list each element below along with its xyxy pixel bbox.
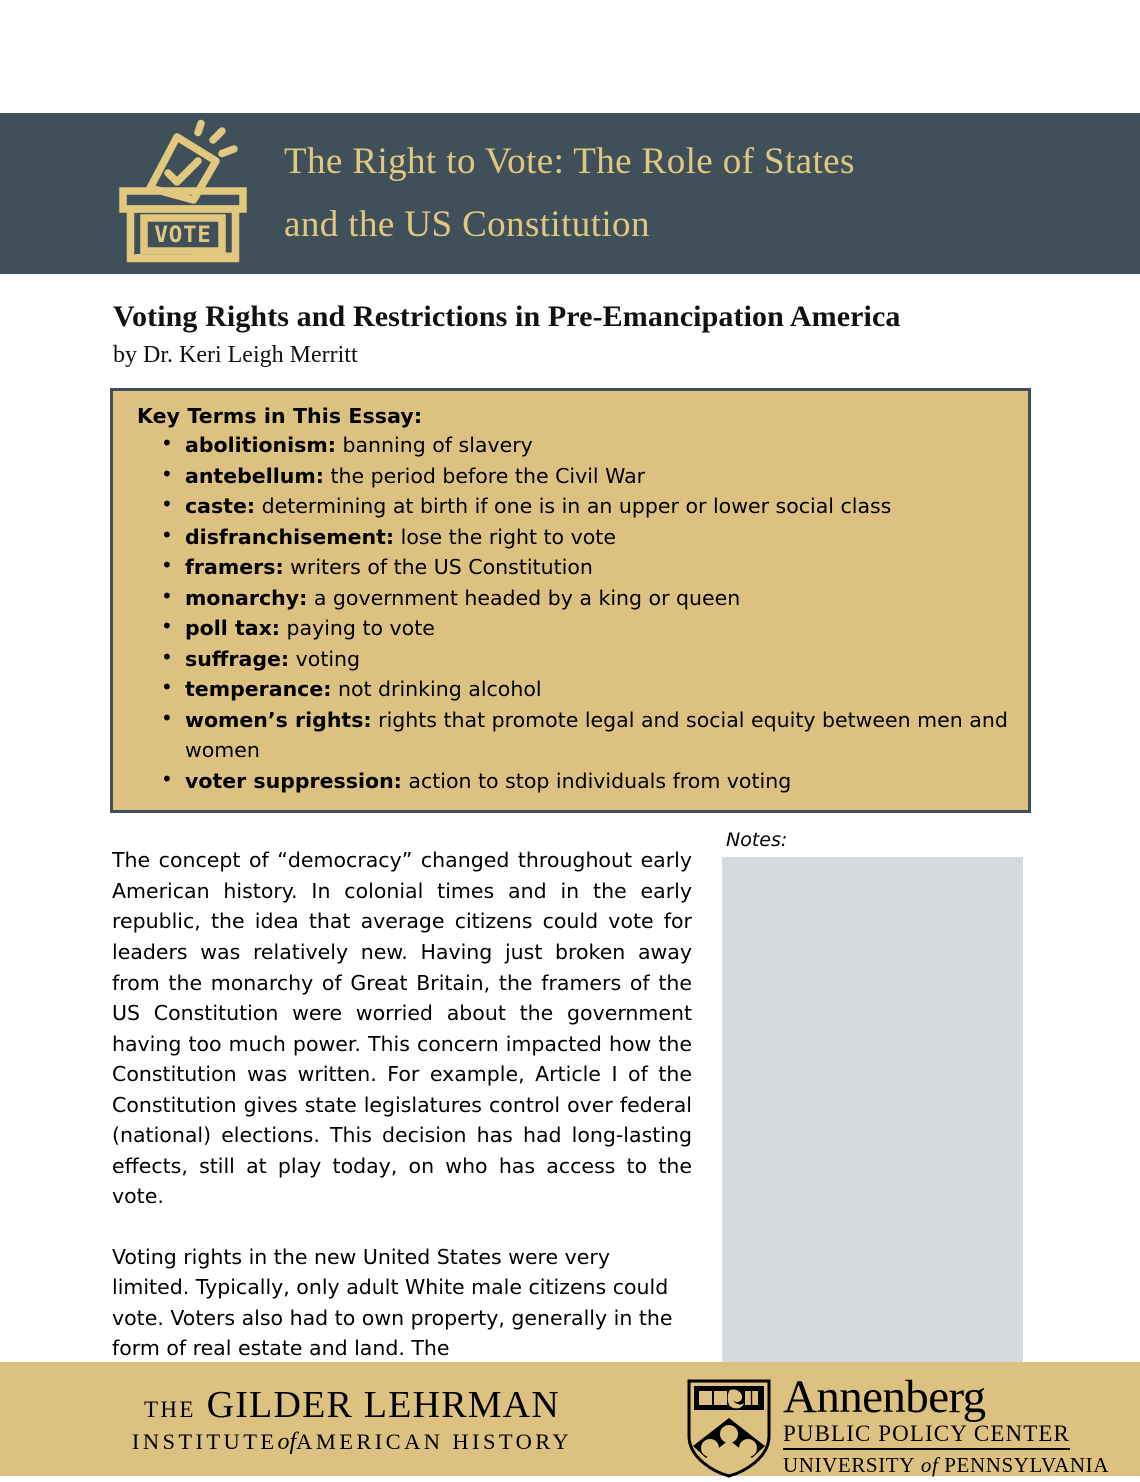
gilder-lehrman-logo — [122, 1384, 582, 1458]
key-terms-heading: Key Terms in This Essay: — [137, 404, 423, 428]
gilder-name: GILDER LEHRMAN — [206, 1384, 561, 1426]
key-term-definition: the period before the Civil War — [323, 463, 646, 488]
key-term-definition: voting — [289, 646, 361, 671]
ballot-box-vote-icon — [108, 116, 258, 271]
gilder-institute-word: INSTITUTE — [131, 1428, 278, 1454]
key-term-word: poll tax: — [185, 616, 281, 641]
key-term-word: framers: — [185, 555, 284, 580]
key-term-definition: action to stop individuals from voting — [401, 768, 792, 793]
key-term-word: temperance: — [185, 677, 332, 702]
annenberg-subtitle: PUBLIC POLICY CENTER — [783, 1421, 1070, 1450]
key-term-item — [127, 491, 1014, 522]
key-term-definition: rights that promote legal and social equity between men and women — [185, 707, 1008, 763]
annenberg-university-line — [783, 1453, 1109, 1478]
key-term-word: abolitionism: — [185, 433, 336, 457]
svg-text:VOTE: VOTE — [154, 221, 212, 248]
notes-column — [722, 829, 1023, 1365]
key-term-word: monarchy: — [185, 585, 308, 610]
key-term-word: caste: — [185, 494, 256, 519]
essay-byline: by Dr. Keri Leigh Merritt — [113, 342, 358, 368]
key-term-item — [127, 705, 1014, 766]
header-title-line-1: The Right to Vote: The Role of States — [284, 141, 855, 183]
content-area — [0, 829, 1140, 1389]
key-term-definition: determining at birth if one is in an upper or lower social class — [255, 494, 892, 519]
key-term-item — [127, 674, 1014, 705]
annenberg-of-word: of — [920, 1453, 939, 1478]
annenberg-name: Annenberg — [783, 1371, 986, 1423]
key-term-word: women’s rights: — [185, 707, 372, 732]
gilder-of-word: of — [277, 1428, 297, 1455]
annenberg-public-policy-center-logo — [686, 1371, 1109, 1482]
key-term-item — [127, 644, 1014, 675]
key-term-definition: paying to vote — [280, 616, 435, 641]
body-paragraph-2: Voting rights in the new United States were very limited. Typically, only adult White male citizens could vote. Voters also had to own property, generally in the form of real estate and land. The — [112, 1244, 673, 1361]
body-paragraph-1: The concept of “democracy” changed throughout early American history. In colonial times and in the early republic, the idea that average citizens could vote for leaders was relatively new. Having just broken away from the monarchy of Great Britain, the framers of the US Constitution were worried about the government having too much power. This concern impacted how the Constitution was written. For example, Article I of the Constitution gives state legislatures control over federal (national) elections. This decision has had long-lasting effects, still at play today, on who has access to the vote. — [112, 848, 692, 1209]
key-term-word: voter suppression: — [185, 768, 402, 793]
key-term-item — [127, 766, 1014, 797]
page-footer-band — [0, 1362, 1140, 1476]
key-terms-list — [127, 430, 1014, 796]
annenberg-university-word: UNIVERSITY — [783, 1453, 915, 1478]
key-term-item — [127, 430, 1014, 461]
annenberg-wordmark — [783, 1371, 1109, 1478]
key-term-definition: writers of the US Constitution — [283, 555, 593, 580]
header-title-line-2: and the US Constitution — [284, 203, 650, 245]
key-term-item — [127, 613, 1014, 644]
key-terms-box — [110, 388, 1031, 813]
essay-text-column — [112, 845, 692, 1394]
gilder-lehrman-name-line — [122, 1384, 582, 1427]
annenberg-pennsylvania-word: PENNSYLVANIA — [944, 1453, 1109, 1478]
page-header-band — [0, 113, 1140, 274]
key-term-item — [127, 461, 1014, 492]
key-term-word: antebellum: — [185, 463, 324, 488]
key-term-item — [127, 552, 1014, 583]
header-title — [258, 131, 875, 255]
notes-writing-area[interactable] — [722, 857, 1023, 1365]
key-term-word: disfranchisement: — [185, 524, 395, 549]
key-term-item — [127, 583, 1014, 614]
key-term-word: suffrage: — [185, 646, 290, 671]
key-term-definition: not drinking alcohol — [331, 677, 542, 702]
key-term-item — [127, 522, 1014, 553]
key-term-definition: banning of slavery — [335, 433, 533, 457]
essay-title: Voting Rights and Restrictions in Pre-Emancipation America — [113, 300, 901, 333]
gilder-american-history-words: AMERICAN HISTORY — [296, 1428, 573, 1454]
gilder-the-word: THE — [143, 1397, 196, 1422]
penn-shield-icon — [686, 1378, 772, 1482]
key-term-definition: lose the right to vote — [394, 524, 616, 549]
page-body — [0, 274, 1140, 1389]
notes-label: Notes: — [726, 829, 788, 852]
key-term-definition: a government headed by a king or queen — [307, 585, 741, 610]
gilder-lehrman-institute-line — [122, 1427, 582, 1458]
